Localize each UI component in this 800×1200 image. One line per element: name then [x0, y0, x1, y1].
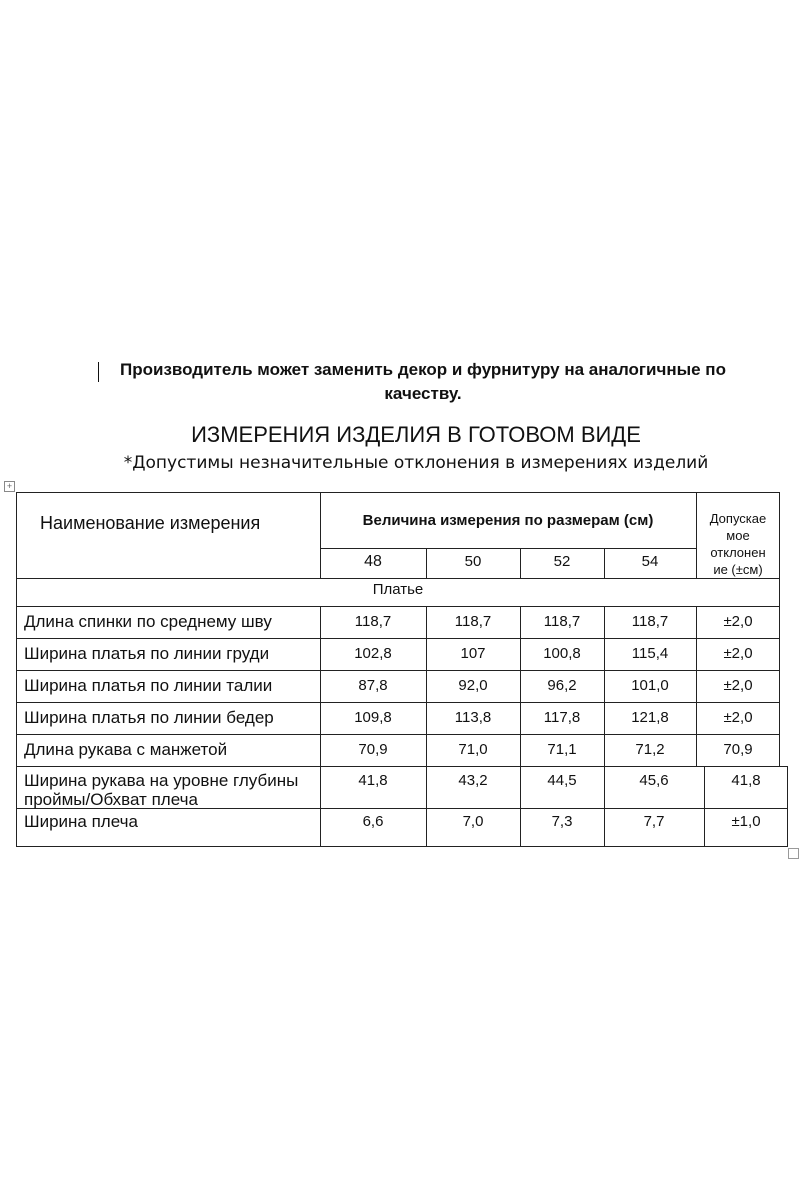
- column-header-tolerance: [697, 510, 779, 578]
- row-name: Ширина платья по линии бедер: [24, 708, 274, 727]
- row-value: 71,1: [547, 741, 577, 758]
- column-header-sizes: Величина измерения по размерам (см): [362, 512, 654, 529]
- table-border: [16, 638, 780, 639]
- row-value: 7,7: [643, 813, 665, 830]
- header-tolerance-line: Допускае: [709, 511, 767, 526]
- row-value: 107: [460, 645, 486, 662]
- row-name: Длина спинки по среднему шву: [24, 612, 272, 631]
- row-tolerance: ±1,0: [731, 813, 761, 830]
- table-border: [16, 702, 780, 703]
- header-tolerance-line: мое: [726, 528, 750, 543]
- row-tolerance: 70,9: [723, 741, 753, 758]
- size-header-52: 52: [553, 553, 571, 570]
- row-value: 101,0: [631, 677, 669, 694]
- header-tolerance-line: отклонен: [710, 545, 766, 560]
- row-name-line: проймы/Обхват плеча: [24, 790, 198, 809]
- table-border: [16, 734, 780, 735]
- row-name: Длина рукава с манжетой: [24, 740, 228, 759]
- row-value: 121,8: [631, 709, 669, 726]
- table-move-handle-icon[interactable]: +: [4, 481, 15, 492]
- row-name: [24, 771, 298, 809]
- row-name: Ширина плеча: [24, 812, 138, 831]
- manufacturer-note: Производитель может заменить декор и фурнитуру на аналогичные по качеству.: [120, 360, 726, 403]
- row-value: 6,6: [362, 813, 384, 830]
- size-header-50: 50: [464, 553, 482, 570]
- header-tolerance-line: ие (±см): [713, 562, 763, 577]
- row-value: 7,0: [462, 813, 484, 830]
- table-border: [320, 548, 696, 549]
- section-label: Платье: [372, 581, 424, 598]
- row-value: 41,8: [358, 772, 388, 789]
- row-value: 100,8: [543, 645, 581, 662]
- row-tolerance: ±2,0: [723, 613, 753, 630]
- row-value: 113,8: [454, 709, 492, 726]
- row-value: 118,7: [354, 613, 392, 630]
- table-border: [16, 492, 17, 847]
- row-tolerance: ±2,0: [723, 677, 753, 694]
- table-resize-handle-icon[interactable]: [788, 848, 799, 859]
- row-value: 71,0: [458, 741, 488, 758]
- row-value: 92,0: [458, 677, 488, 694]
- row-value: 71,2: [635, 741, 665, 758]
- size-header-48: 48: [364, 553, 382, 570]
- row-value: 115,4: [631, 645, 669, 662]
- row-tolerance: 41,8: [731, 772, 761, 789]
- column-header-name: Наименование измерения: [40, 513, 261, 533]
- table-border: [16, 492, 780, 493]
- row-value: 43,2: [458, 772, 488, 789]
- row-value: 118,7: [543, 613, 581, 630]
- row-value: 102,8: [354, 645, 392, 662]
- row-tolerance: ±2,0: [723, 645, 753, 662]
- tolerance-disclaimer: *Допустимы незначительные отклонения в измерениях изделий: [123, 453, 709, 473]
- size-header-54: 54: [641, 553, 659, 570]
- row-value: 109,8: [354, 709, 392, 726]
- table-border: [16, 766, 788, 767]
- row-value: 44,5: [547, 772, 577, 789]
- row-name: Ширина платья по линии груди: [24, 644, 270, 663]
- row-name: Ширина платья по линии талии: [24, 676, 273, 695]
- table-border: [16, 578, 780, 579]
- row-value: 96,2: [547, 677, 577, 694]
- row-value: 118,7: [454, 613, 492, 630]
- row-value: 7,3: [551, 813, 573, 830]
- row-value: 45,6: [639, 772, 669, 789]
- row-value: 118,7: [631, 613, 669, 630]
- table-border: [16, 606, 780, 607]
- page-title: ИЗМЕРЕНИЯ ИЗДЕЛИЯ В ГОТОВОМ ВИДЕ: [191, 422, 641, 447]
- row-name-line: Ширина рукава на уровне глубины: [24, 771, 299, 790]
- table-border: [16, 670, 780, 671]
- row-value: 117,8: [543, 709, 581, 726]
- row-value: 87,8: [358, 677, 388, 694]
- row-value: 70,9: [358, 741, 388, 758]
- row-tolerance: ±2,0: [723, 709, 753, 726]
- table-border: [16, 846, 788, 847]
